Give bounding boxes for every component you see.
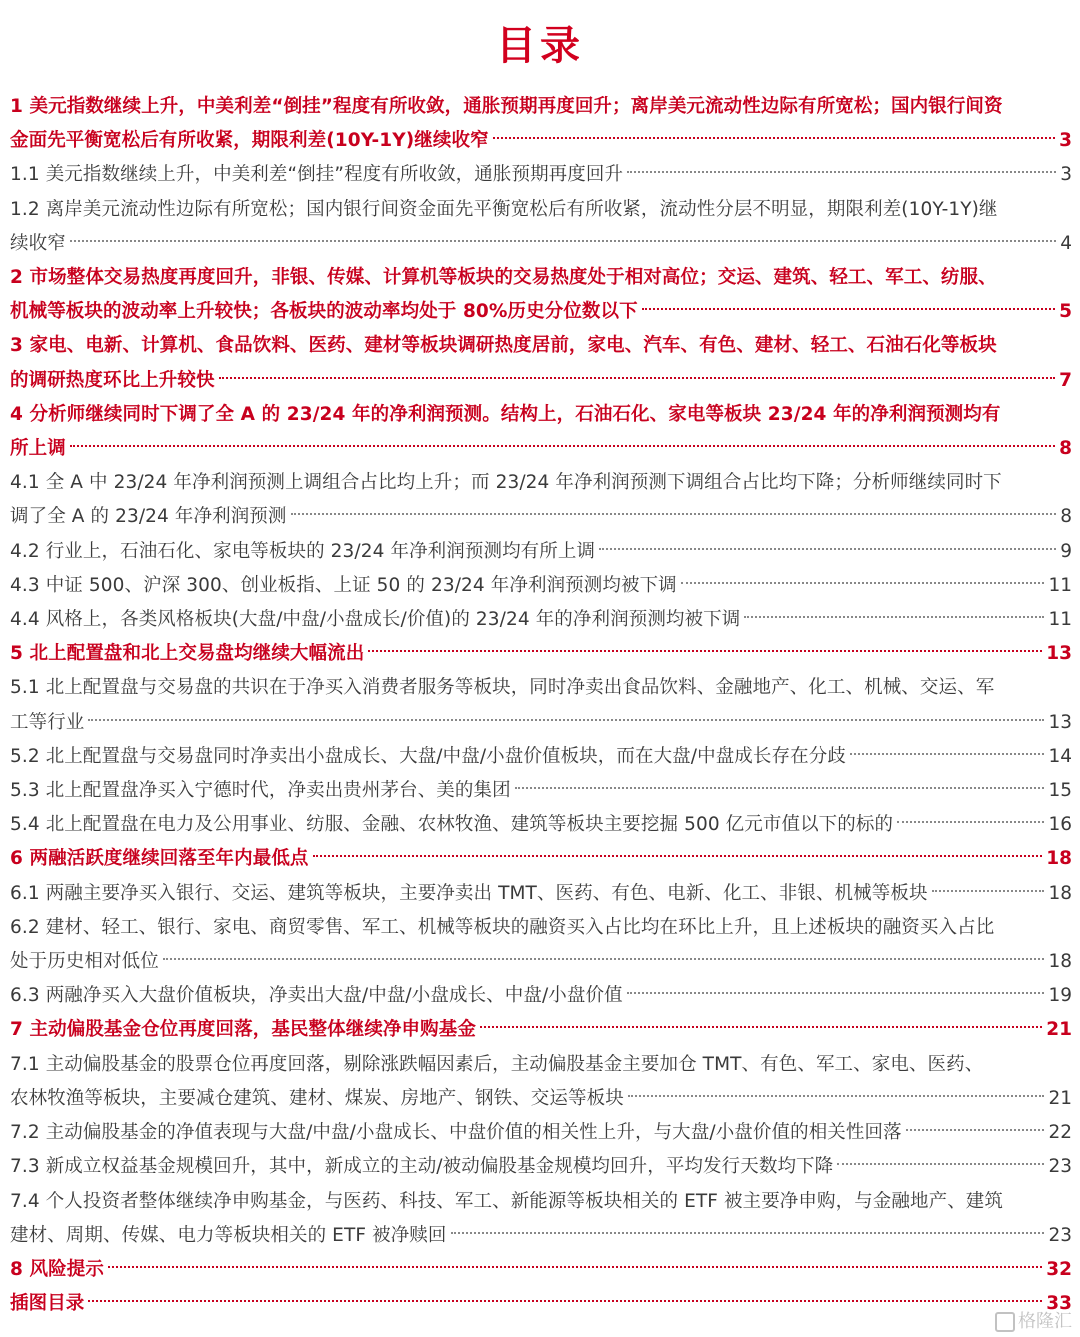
toc-entry-text: 4 分析师继续同时下调了全 A 的 23/24 年的净利润预测。结构上，石油石化、家电等板块 23/24 年的净利润预测均有 [10,403,1001,425]
dot-leader [627,992,1045,994]
toc-subsection-entry[interactable] [0,774,1080,808]
toc-entry-text: 调了全 A 的 23/24 年净利润预测 [10,506,287,528]
dot-leader [932,890,1045,892]
dot-leader [897,821,1044,823]
toc-page-number: 22 [1048,1122,1072,1144]
toc-entry-text: 5.1 北上配置盘与交易盘的共识在于净买入消费者服务等板块，同时净卖出食品饮料、金融地产、化工、机械、交运、军 [10,677,995,699]
watermark: 格隆汇 [995,1307,1072,1333]
toc-entry-text: 4.2 行业上，石油石化、家电等板块的 23/24 年净利润预测均有所上调 [10,540,596,562]
toc-page-number: 5 [1059,301,1072,323]
toc-page-number: 4 [1060,232,1072,254]
toc-subsection-entry[interactable] [0,911,1080,979]
toc-page-number: 9 [1060,540,1072,562]
dot-leader [70,445,1055,447]
toc-page-number: 11 [1048,609,1072,631]
toc-page-number: 11 [1048,574,1072,596]
toc-entry-text: 6.2 建材、轻工、银行、家电、商贸零售、军工、机械等板块的融资买入占比均在环比上升，且上述板块的融资买入占比 [10,916,995,938]
toc-subsection-entry[interactable] [0,193,1080,261]
toc-subsection-entry[interactable] [0,740,1080,774]
dot-leader [681,582,1045,584]
toc-entry-text: 1.1 美元指数继续上升，中美利差“倒挂”程度有所收敛，通胀预期再度回升 [10,164,624,186]
toc-page-number: 19 [1048,985,1072,1007]
toc-entry-text: 金面先平衡宽松后有所收紧，期限利差(10Y-1Y)继续收窄 [10,130,489,152]
toc-entry-text: 4.3 中证 500、沪深 300、创业板指、上证 50 的 23/24 年净利润预测均被下调 [10,574,677,596]
toc-page-number: 15 [1048,780,1072,802]
toc-entry-text: 3 家电、电新、计算机、食品饮料、医药、建材等板块调研热度居前，家电、汽车、有色、建材、轻工、石油石化等板块 [10,335,997,357]
toc-entry-text: 机械等板块的波动率上升较快；各板块的波动率均处于 80%历史分位数以下 [10,301,638,323]
toc-page-number: 16 [1048,814,1072,836]
toc-page-number: 18 [1048,882,1072,904]
toc-page-number: 8 [1059,438,1072,460]
toc-subsection-entry[interactable] [0,466,1080,534]
toc-page-number: 21 [1048,1087,1072,1109]
toc-entry-text: 5.2 北上配置盘与交易盘同时净卖出小盘成长、大盘/中盘/小盘价值板块，而在大盘/中盘成长存在分歧 [10,745,846,767]
toc-page-number: 23 [1048,1156,1072,1178]
toc-entry-text: 的调研热度环比上升较快 [10,369,215,391]
toc-subsection-entry[interactable] [0,603,1080,637]
dot-leader [493,137,1055,139]
dot-leader [850,753,1045,755]
toc-page-number: 32 [1046,1258,1072,1280]
dot-leader [88,1300,1042,1302]
dot-leader [642,308,1055,310]
toc-page-number: 33 [1046,1293,1072,1315]
dot-leader [219,377,1056,379]
toc-page-number: 13 [1048,711,1072,733]
dot-leader [837,1163,1044,1165]
dot-leader [313,855,1043,857]
toc-entry-text: 6.3 两融净买入大盘价值板块，净卖出大盘/中盘/小盘成长、中盘/小盘价值 [10,985,623,1007]
toc-entry-text: 7.4 个人投资者整体继续净申购基金，与医药、科技、军工、新能源等板块相关的 ETF 被主要净申购，与金融地产、建筑 [10,1190,1003,1212]
dot-leader [628,1095,1045,1097]
toc-entry-text: 7 主动偏股基金仓位再度回落，基民整体继续净申购基金 [10,1019,476,1041]
toc-entry-text: 建材、周期、传媒、电力等板块相关的 ETF 被净赎回 [10,1224,447,1246]
toc-section-entry[interactable] [0,637,1080,671]
toc-page-number: 18 [1046,848,1072,870]
toc-entry-text: 5.4 北上配置盘在电力及公用事业、纺服、金融、农林牧渔、建筑等板块主要挖掘 500 亿元市值以下的标的 [10,814,894,836]
toc-entry-text: 农林牧渔等板块，主要减仓建筑、建材、煤炭、房地产、钢铁、交运等板块 [10,1087,624,1109]
toc-entry-text: 续收窄 [10,232,66,254]
toc-section-entry[interactable] [0,90,1080,158]
toc-subsection-entry[interactable] [0,1048,1080,1116]
toc-subsection-entry[interactable] [0,671,1080,739]
toc-section-entry[interactable] [0,329,1080,397]
toc-subsection-entry[interactable] [0,1116,1080,1150]
dot-leader [88,719,1044,721]
toc-entry-text: 处于历史相对低位 [10,951,159,973]
dot-leader [163,958,1045,960]
toc-entry-text: 8 风险提示 [10,1258,104,1280]
toc-entry-text: 4.4 风格上，各类风格板块(大盘/中盘/小盘成长/价值)的 23/24 年的净利润预测均被下调 [10,609,741,631]
toc-entry-text: 所上调 [10,438,66,460]
toc-section-entry[interactable] [0,1287,1080,1321]
toc-entry-text: 1.2 离岸美元流动性边际有所宽松；国内银行间资金面先平衡宽松后有所收紧，流动性分层不明显，期限利差(10Y-1Y)继 [10,198,998,220]
toc-entry-text: 1 美元指数继续上升，中美利差“倒挂”程度有所收敛，通胀预期再度回升；离岸美元流动性边际有所宽松；国内银行间资 [10,96,1003,117]
toc-page-number: 7 [1059,369,1072,391]
toc-page-number: 14 [1048,745,1072,767]
toc-entry-text: 5.3 北上配置盘净买入宁德时代，净卖出贵州茅台、美的集团 [10,780,511,802]
toc-subsection-entry[interactable] [0,535,1080,569]
dot-leader [744,616,1044,618]
toc-page-number: 18 [1048,951,1072,973]
toc-subsection-entry[interactable] [0,1185,1080,1253]
dot-leader [599,548,1056,550]
toc-page-number: 3 [1060,164,1072,186]
toc-entry-text: 插图目录 [10,1293,85,1315]
toc-entry-text: 5 北上配置盘和北上交易盘均继续大幅流出 [10,643,365,665]
dot-leader [480,1026,1042,1028]
toc-entry-text: 2 市场整体交易热度再度回升，非银、传媒、计算机等板块的交易热度处于相对高位；交运、建筑、轻工、军工、纺服、 [10,267,997,289]
toc-entry-text: 7.2 主动偏股基金的净值表现与大盘/中盘/小盘成长、中盘价值的相关性上升，与大盘/小盘价值的相关性回落 [10,1122,902,1144]
toc-section-entry[interactable] [0,1013,1080,1047]
toc-page-number: 13 [1046,643,1072,665]
toc-page-number: 23 [1048,1224,1072,1246]
toc-entry-text: 6.1 两融主要净买入银行、交运、建筑等板块，主要净卖出 TMT、医药、有色、电新、化工、非银、机械等板块 [10,882,928,904]
dot-leader [70,240,1056,242]
dot-leader [515,787,1045,789]
logo-icon [995,1312,1015,1332]
toc-entry-text: 4.1 全 A 中 23/24 年净利润预测上调组合占比均上升；而 23/24 年净利润预测下调组合占比均下降；分析师继续同时下 [10,472,1002,494]
table-of-contents [0,90,1080,1321]
dot-leader [291,513,1057,515]
toc-section-entry[interactable] [0,261,1080,329]
dot-leader [451,1232,1045,1234]
toc-subsection-entry[interactable] [0,158,1080,192]
dot-leader [627,171,1056,173]
dot-leader [108,1266,1042,1268]
toc-page-number: 8 [1060,506,1072,528]
toc-section-entry[interactable] [0,1253,1080,1287]
dot-leader [906,1129,1045,1131]
toc-page-number: 3 [1059,130,1072,152]
toc-page-number: 21 [1046,1019,1072,1041]
toc-subsection-entry[interactable] [0,569,1080,603]
toc-subsection-entry[interactable] [0,808,1080,842]
toc-subsection-entry[interactable] [0,877,1080,911]
toc-section-entry[interactable] [0,842,1080,876]
toc-entry-text: 工等行业 [10,711,85,733]
toc-subsection-entry[interactable] [0,979,1080,1013]
toc-section-entry[interactable] [0,398,1080,466]
dot-leader [368,650,1042,652]
toc-entry-text: 7.3 新成立权益基金规模回升，其中，新成立的主动/被动偏股基金规模均回升，平均发行天数均下降 [10,1156,834,1178]
toc-entry-text: 6 两融活跃度继续回落至年内最低点 [10,848,309,870]
toc-title: 目录 [496,23,584,69]
toc-entry-text: 7.1 主动偏股基金的股票仓位再度回落，剔除涨跌幅因素后，主动偏股基金主要加仓 TMT、有色、军工、家电、医药、 [10,1053,984,1075]
toc-subsection-entry[interactable] [0,1150,1080,1184]
